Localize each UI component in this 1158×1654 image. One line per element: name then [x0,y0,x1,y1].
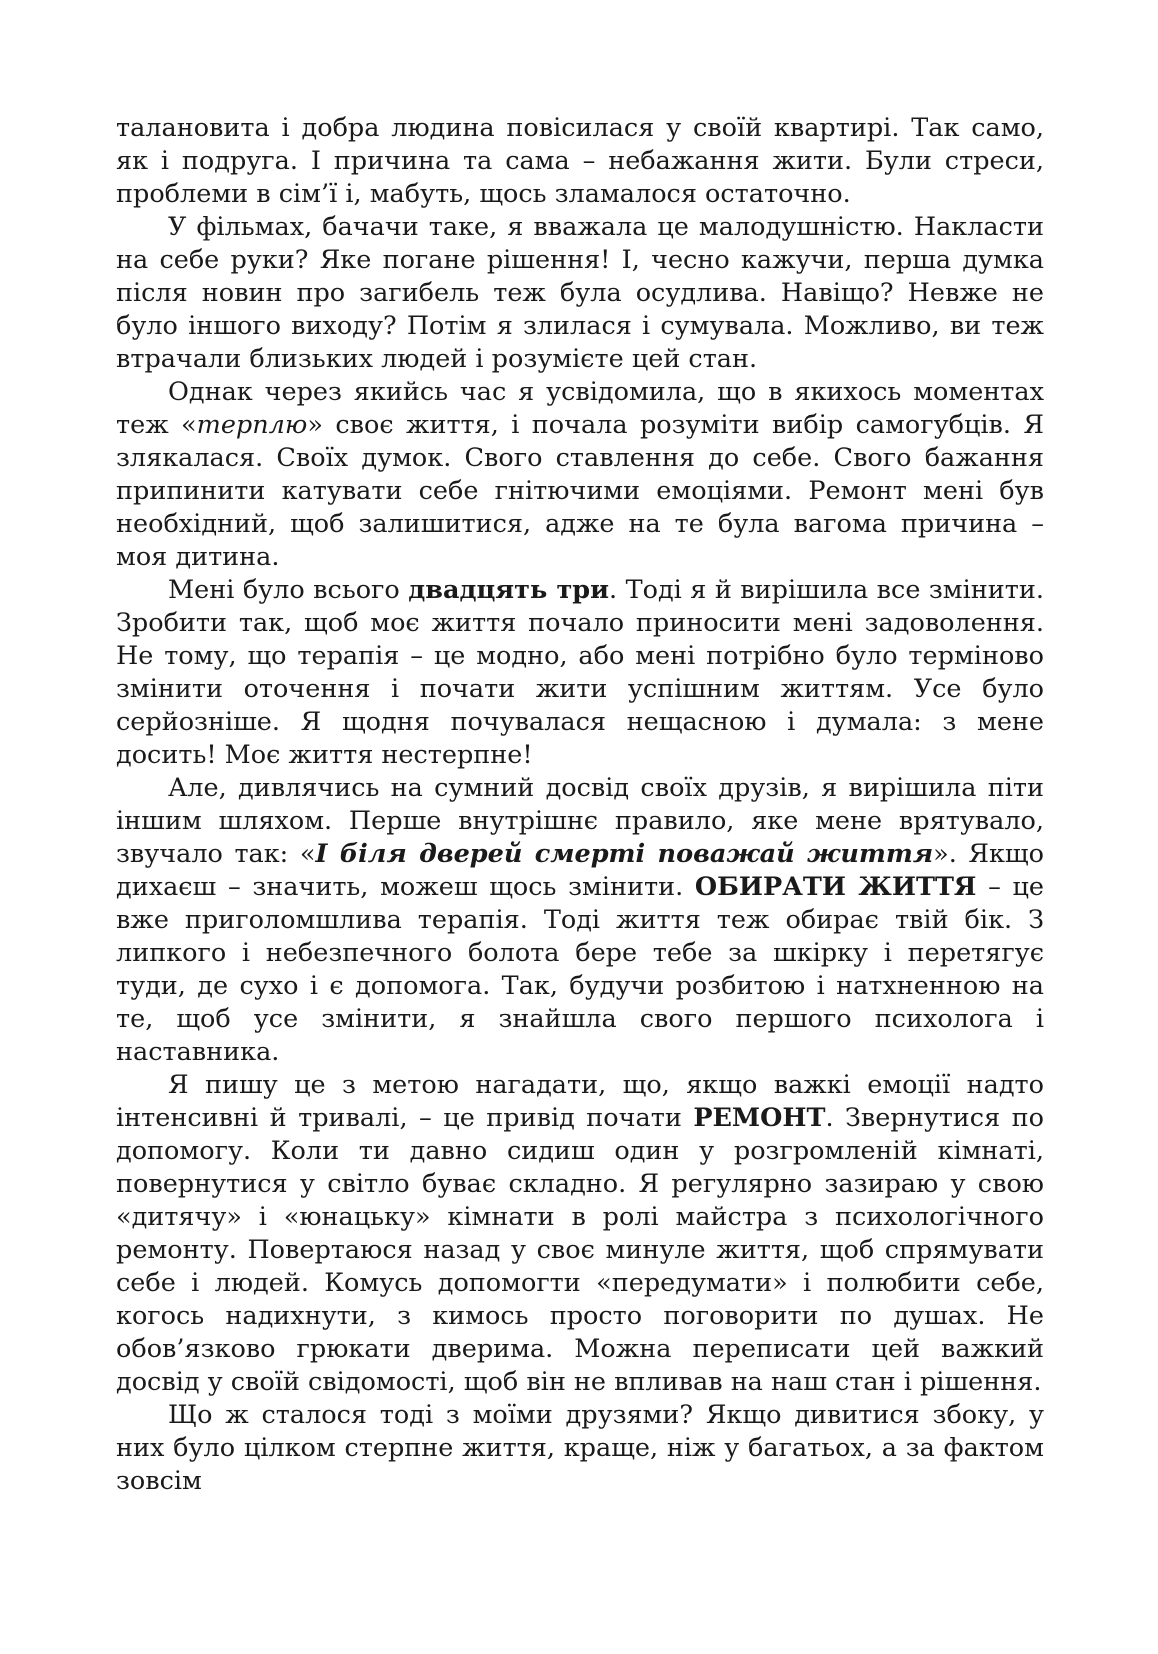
text-run: Мені було всього [168,575,409,605]
text-run: Але, дивлячись на сумний досвід своїх друзів, я вирішила піти іншим шляхом. Перше внутрішнє правило, яке мене врятувало, звучало так: « [116,773,1044,869]
paragraph-3 [116,376,1044,574]
bold-italic-text: І біля дверей смерті поважай життя [315,839,934,869]
text-run: Однак через якийсь час я усвідомила, що в якихось моментах теж « [116,377,1044,440]
text-run: У фільмах, бачачи таке, я вважала це малодушністю. Накласти на себе руки? Яке погане рішення! І, чесно кажучи, перша думка після новин про загибель теж була осудлива. Навіщо? Невже не було іншого виходу? Потім я злилася і сумувала. Можливо, ви теж втрачали близьких людей і розумієте цей стан. [116,212,1044,374]
bold-text: РЕМОНТ [693,1103,826,1133]
paragraph-4 [116,574,1044,772]
paragraph-7 [116,1399,1044,1498]
italic-text: терплю [196,410,308,440]
text-run: талановита і добра людина повісилася у своїй квартирі. Так само, як і подруга. І причина та сама – небажання жити. Були стреси, проблеми в сім’ї і, мабуть, щось зламалося остаточно. [116,113,1044,209]
paragraph-5 [116,772,1044,1069]
text-run: . Звернутися по допомогу. Коли ти давно сидиш один у розгромленій кімнаті, повернутися у світло буває складно. Я регулярно зазираю у свою «дитячу» і «юнацьку» кімнати в ролі майстра з психологічного ремонту. Повертаюся назад у своє минуле життя, щоб спрямувати себе і людей. Комусь допомогти «передумати» і полюбити себе, когось надихнути, з кимось просто поговорити по душах. Не обов’язково грюкати дверима. Можна переписати цей важкий досвід у своїй свідомості, щоб він не впливав на наш стан і рішення. [116,1103,1045,1397]
text-run: Що ж сталося тоді з моїми друзями? Якщо дивитися збоку, у них було цілком стерпне життя, краще, ніж у багатьох, а за фактом зовсім [116,1400,1044,1496]
text-run: . Тоді я й вирішила все змінити. Зробити так, щоб моє життя почало приносити мені задоволення. Не тому, що терапія – це модно, або мені потрібно було терміново змінити оточення і почати жити успішним життям. Усе було серйозніше. Я щодня почувалася нещасною і думала: з мене досить! Моє життя нестерпне! [116,575,1044,770]
paragraph-2 [116,211,1044,376]
text-run: » своє життя, і почала розуміти вибір самогубців. Я злякалася. Своїх думок. Свого ставлення до себе. Свого бажання припинити катувати себе гнітючими емоціями. Ремонт мені був необхідний, щоб залишитися, адже на те була вагома причина – моя дитина. [116,410,1044,572]
page-body [116,112,1044,1498]
bold-text: ОБИРАТИ ЖИТТЯ [694,872,977,902]
text-run: – це вже приголомшлива терапія. Тоді життя теж обирає твій бік. З липкого і небезпечного болота бере тебе за шкірку і перетягує туди, де сухо і є допомога. Так, будучи розбитою і натхненною на те, щоб усе змінити, я знайшла свого першого психолога і наставника. [116,872,1045,1067]
paragraph-1 [116,112,1044,211]
text-run: Я пишу це з метою нагадати, що, якщо важкі емоції надто інтенсивні й тривалі, – це привід почати [116,1070,1044,1133]
bold-text: двадцять три [408,575,610,605]
text-run: ». Якщо дихаєш – значить, можеш щось змінити. [116,839,1044,902]
paragraph-6 [116,1069,1044,1399]
